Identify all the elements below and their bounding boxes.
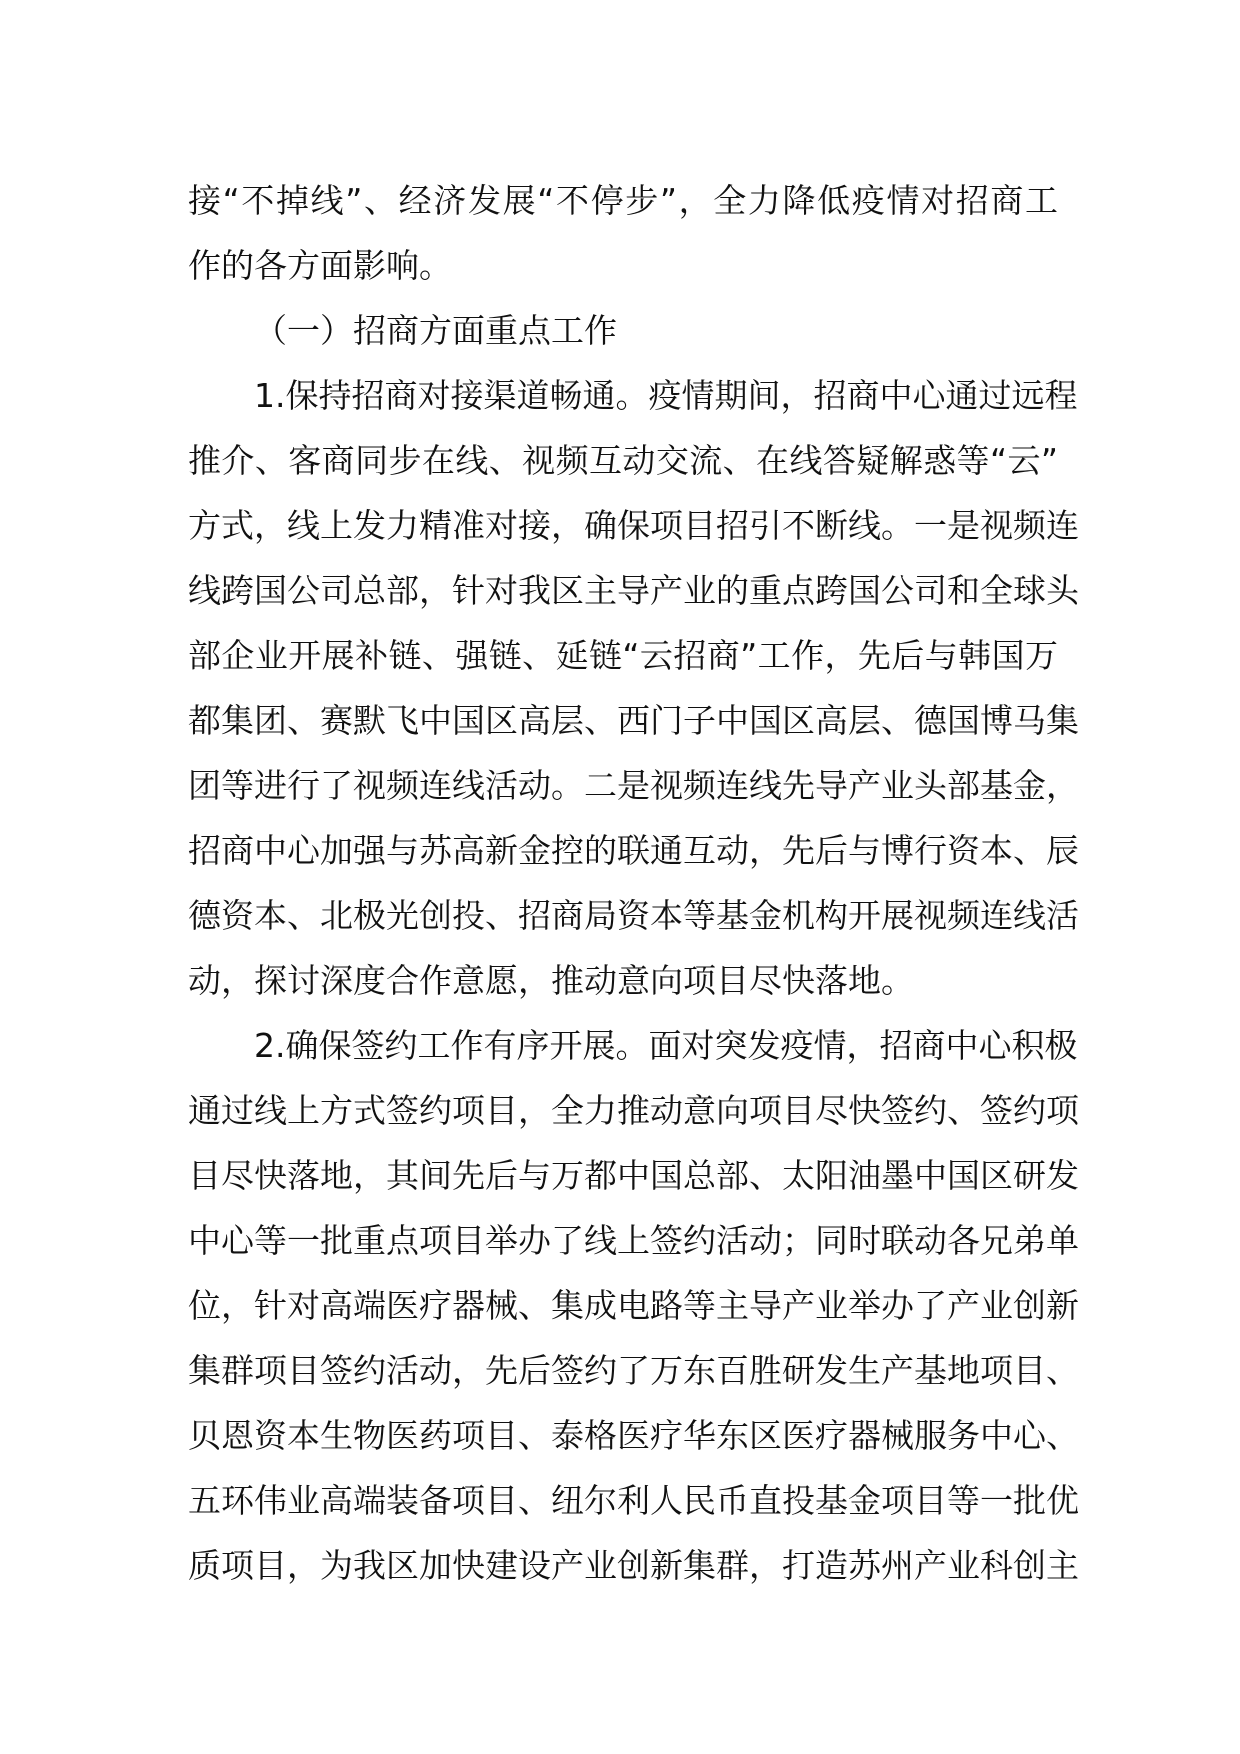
text-line: 方式，线上发力精准对接，确保项目招引不断线。一是视频连 xyxy=(188,506,1079,545)
text-line: 作的各方面影响。 xyxy=(188,246,452,285)
text-line: 部企业开展补链、强链、延链“云招商”工作，先后与韩国万 xyxy=(188,636,1058,675)
text-line: 质项目，为我区加快建设产业创新集群，打造苏州产业科创主 xyxy=(188,1546,1079,1585)
text-line: 都集团、赛默飞中国区高层、西门子中国区高层、德国博马集 xyxy=(188,701,1079,740)
text-line: 1.保持招商对接渠道畅通。疫情期间，招商中心通过远程 xyxy=(254,376,1078,415)
text-line: 线跨国公司总部，针对我区主导产业的重点跨国公司和全球头 xyxy=(188,571,1079,610)
text-line: 团等进行了视频连线活动。二是视频连线先导产业头部基金， xyxy=(188,766,1079,805)
text-line: 招商中心加强与苏高新金控的联通互动，先后与博行资本、辰 xyxy=(188,831,1079,870)
text-line: 贝恩资本生物医药项目、泰格医疗华东区医疗器械服务中心、 xyxy=(188,1416,1079,1455)
text-line: 目尽快落地，其间先后与万都中国总部、太阳油墨中国区研发 xyxy=(188,1156,1079,1195)
text-line: 接“不掉线”、经济发展“不停步”，全力降低疫情对招商工 xyxy=(188,181,1058,220)
body-text xyxy=(188,168,1079,1598)
text-line: 集群项目签约活动，先后签约了万东百胜研发生产基地项目、 xyxy=(188,1351,1079,1390)
section-heading: （一）招商方面重点工作 xyxy=(254,311,617,350)
text-line: 五环伟业高端装备项目、纽尔利人民币直投基金项目等一批优 xyxy=(188,1481,1079,1520)
text-line: 通过线上方式签约项目，全力推动意向项目尽快签约、签约项 xyxy=(188,1091,1079,1130)
text-line: 动，探讨深度合作意愿，推动意向项目尽快落地。 xyxy=(188,961,914,1000)
text-line: 德资本、北极光创投、招商局资本等基金机构开展视频连线活 xyxy=(188,896,1079,935)
text-line: 推介、客商同步在线、视频互动交流、在线答疑解惑等“云” xyxy=(188,441,1058,480)
text-line: 2.确保签约工作有序开展。面对突发疫情，招商中心积极 xyxy=(254,1026,1078,1065)
text-line: 位，针对高端医疗器械、集成电路等主导产业举办了产业创新 xyxy=(188,1286,1079,1325)
text-line: 中心等一批重点项目举办了线上签约活动；同时联动各兄弟单 xyxy=(188,1221,1079,1260)
